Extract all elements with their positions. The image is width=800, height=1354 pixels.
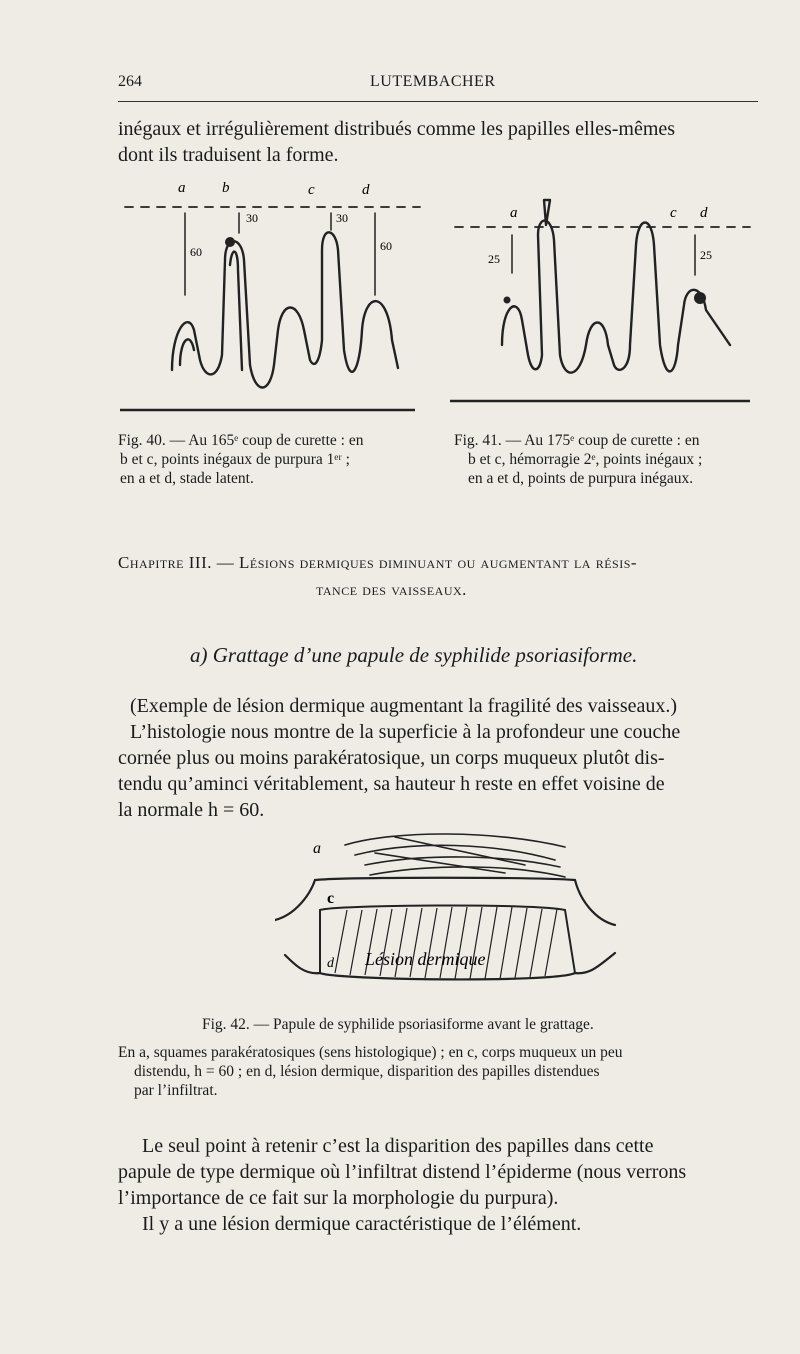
header-rule xyxy=(118,101,758,102)
fig41-caption xyxy=(454,431,764,488)
chapter-heading-line-1: Chapitre III. — Lésions dermiques diminuant ou augmentant la résis- xyxy=(118,553,638,572)
intro-line-2: dont ils traduisent la forme. xyxy=(118,144,339,166)
fig40-label-c: c xyxy=(308,182,315,198)
fig40-label-30a: 30 xyxy=(246,211,258,225)
fig41-label-a: a xyxy=(510,205,518,221)
fig40-caption-line-2: b et c, points inégaux de purpura 1ᵉʳ ; xyxy=(120,451,350,468)
fig42-caption-title: Fig. 42. — Papule de syphilide psoriasiforme avant le grattage. xyxy=(202,1016,594,1033)
fig41-caption-line-1: Fig. 41. — Au 175ᵉ coup de curette : en xyxy=(454,432,700,449)
fig41-label-c: c xyxy=(670,205,677,221)
body2-line-2: papule de type dermique où l’infiltrat distend l’épiderme (nous verrons xyxy=(118,1161,687,1183)
figure-42-drawing xyxy=(275,825,625,1000)
figure-40-drawing xyxy=(110,170,430,420)
fig42-label-lesion: Lésion dermique xyxy=(365,949,486,969)
fig41-label-25b: 25 xyxy=(700,248,712,262)
fig41-label-25a: 25 xyxy=(488,252,500,266)
fig41-caption-line-3: en a et d, points de purpura inégaux. xyxy=(468,470,694,487)
fig42-label-a: a xyxy=(313,840,321,857)
figure-41-drawing xyxy=(440,195,760,415)
intro-line-1: inégaux et irrégulièrement distribués comme les papilles elles-mêmes xyxy=(118,118,676,140)
fig40-caption-line-3: en a et d, stade latent. xyxy=(120,470,254,487)
body1-line-2: L’histologie nous montre de la superficie à la profondeur une couche xyxy=(130,721,681,743)
fig40-label-60b: 60 xyxy=(380,239,392,253)
fig41-label-d: d xyxy=(700,205,708,221)
body1-line-1: (Exemple de lésion dermique augmentant la fragilité des vaisseaux.) xyxy=(130,695,678,717)
fig42-caption-line-3: par l’infiltrat. xyxy=(134,1082,218,1099)
fig42-label-d: d xyxy=(327,956,334,971)
fig42-label-c: c xyxy=(327,890,335,907)
body1-line-5: la normale h = 60. xyxy=(118,799,265,821)
body1-line-3: cornée plus ou moins parakératosique, un corps muqueux plutôt dis- xyxy=(118,747,665,769)
chapter-heading-line-2: tance des vaisseaux. xyxy=(316,580,467,599)
body-paragraph-2 xyxy=(118,1133,768,1237)
fig40-label-30b: 30 xyxy=(336,211,348,225)
body2-line-3: l’importance de ce fait sur la morphologie du purpura). xyxy=(118,1187,559,1209)
fig42-caption-line-2: distendu, h = 60 ; en d, lésion dermique, disparition des papilles distendues xyxy=(134,1063,600,1080)
body2-line-4: Il y a une lésion dermique caractéristique de l’élément. xyxy=(142,1213,582,1235)
body1-line-4: tendu qu’aminci véritablement, sa hauteur h reste en effet voisine de xyxy=(118,773,665,795)
section-title: a) Grattage d’une papule de syphilide psoriasiforme. xyxy=(190,643,638,667)
fig40-label-d: d xyxy=(362,182,370,198)
fig40-caption-line-1: Fig. 40. — Au 165ᵉ coup de curette : en xyxy=(118,432,364,449)
fig42-caption xyxy=(118,1043,768,1100)
running-title: LUTEMBACHER xyxy=(370,73,496,90)
fig40-caption xyxy=(118,431,438,488)
fig40-label-b: b xyxy=(222,180,230,196)
body-paragraph-1 xyxy=(118,693,768,823)
fig42-caption-line-1: En a, squames parakératosiques (sens histologique) ; en c, corps muqueux un peu xyxy=(118,1044,623,1061)
fig40-label-a: a xyxy=(178,180,186,196)
page-number: 264 xyxy=(118,73,142,90)
fig41-caption-line-2: b et c, hémorragie 2ᵉ, points inégaux ; xyxy=(468,451,703,468)
fig40-label-60a: 60 xyxy=(190,245,202,259)
body2-line-1: Le seul point à retenir c’est la disparition des papilles dans cette xyxy=(142,1135,654,1157)
